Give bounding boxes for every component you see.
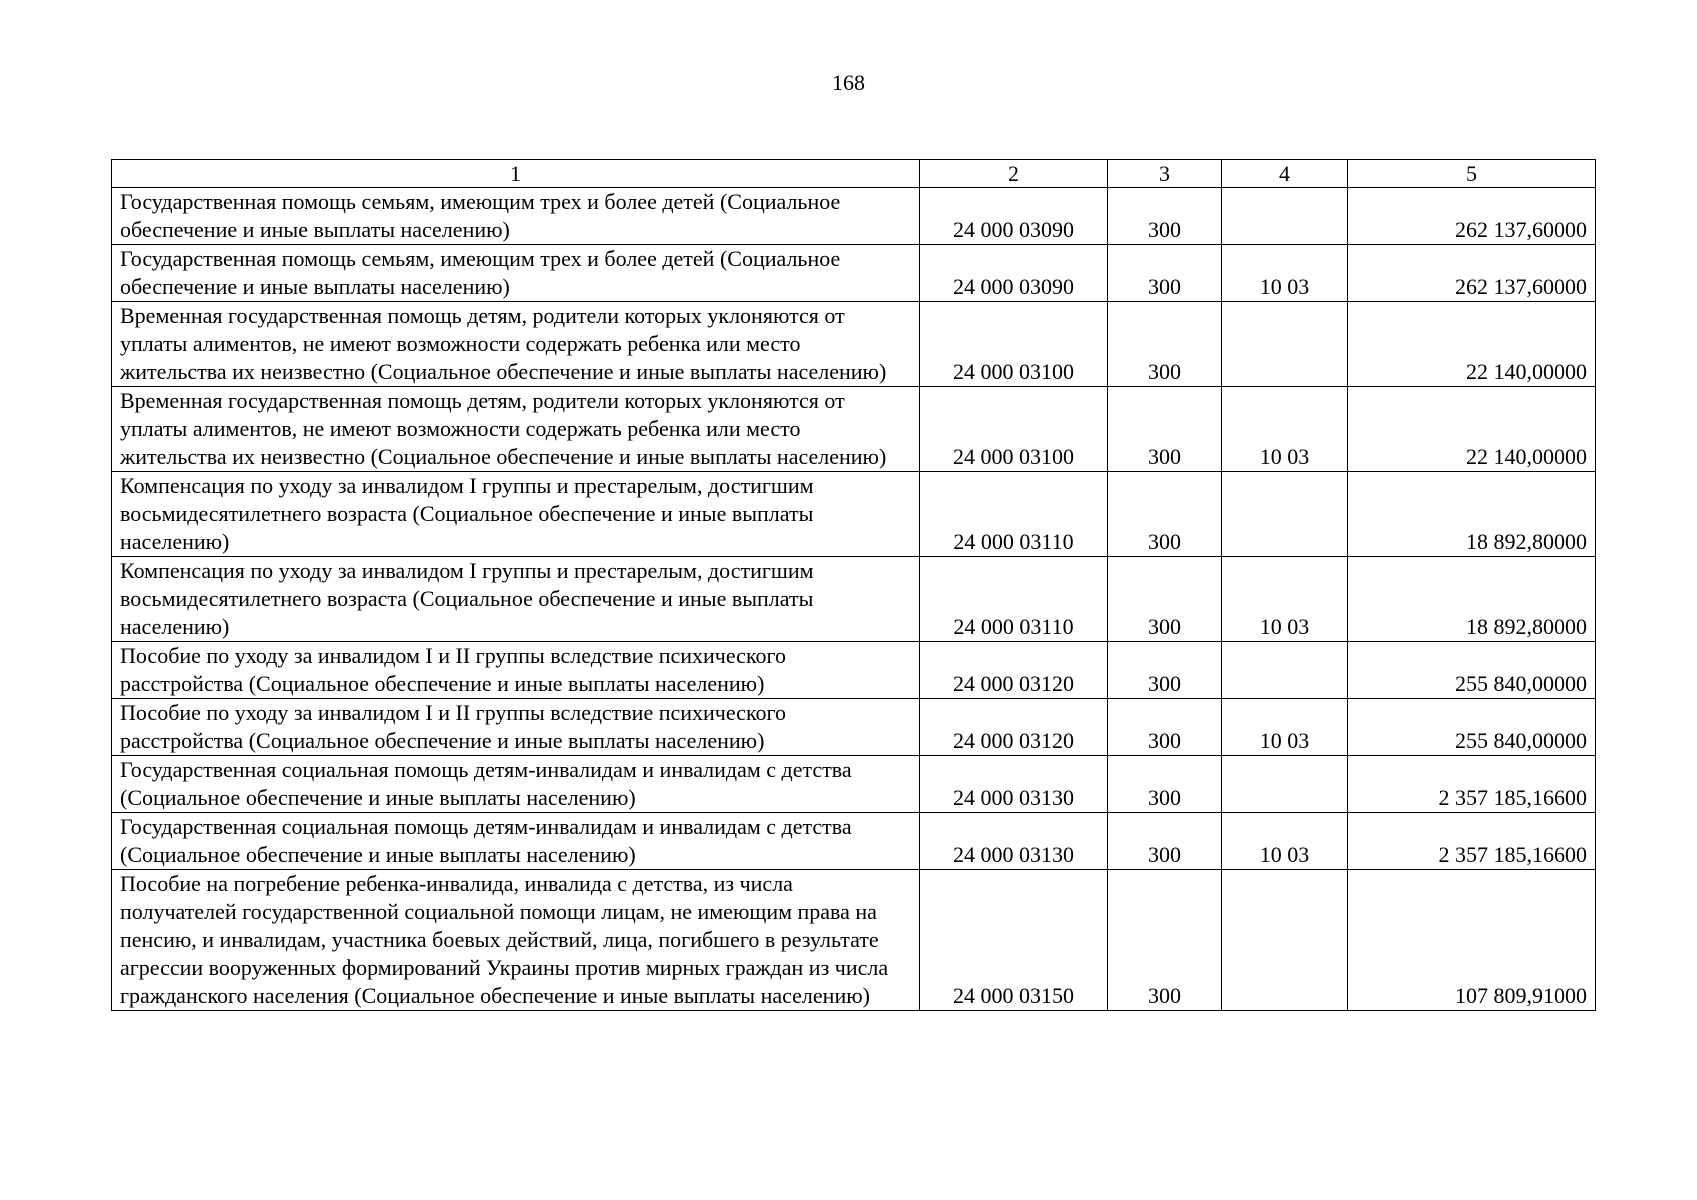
row-name: Пособие по уходу за инвалидом I и II группы вследствие психического расстройства (Социальное обеспечение и иные выплаты населению) — [112, 642, 920, 699]
budget-table — [111, 159, 1596, 1011]
row-name: Компенсация по уходу за инвалидом I группы и престарелым, достигшим восьмидесятилетнего возраста (Социальное обеспечение и иные выплаты населению) — [112, 557, 920, 642]
row-amount: 262 137,60000 — [1348, 188, 1596, 245]
row-section — [1222, 642, 1348, 699]
row-name: Временная государственная помощь детям, родители которых уклоняются от уплаты алиментов, не имеют возможности содержать ребенка или место жительства их неизвестно (Социальное обеспечение и иные выплаты населению) — [112, 302, 920, 387]
table-row — [112, 245, 1596, 302]
row-code: 24 000 03100 — [920, 302, 1108, 387]
table-row — [112, 472, 1596, 557]
row-name: Временная государственная помощь детям, родители которых уклоняются от уплаты алиментов, не имеют возможности содержать ребенка или место жительства их неизвестно (Социальное обеспечение и иные выплаты населению) — [112, 387, 920, 472]
row-name: Государственная социальная помощь детям-инвалидам и инвалидам с детства (Социальное обеспечение и иные выплаты населению) — [112, 756, 920, 813]
row-code: 24 000 03090 — [920, 245, 1108, 302]
row-code: 24 000 03120 — [920, 642, 1108, 699]
row-section — [1222, 302, 1348, 387]
row-code: 24 000 03150 — [920, 870, 1108, 1011]
row-name: Пособие по уходу за инвалидом I и II группы вследствие психического расстройства (Социальное обеспечение и иные выплаты населению) — [112, 699, 920, 756]
row-section — [1222, 756, 1348, 813]
row-type: 300 — [1108, 870, 1222, 1011]
row-code: 24 000 03100 — [920, 387, 1108, 472]
page-number: 168 — [832, 70, 865, 95]
row-type: 300 — [1108, 245, 1222, 302]
header-col-1: 1 — [112, 160, 920, 188]
row-amount: 262 137,60000 — [1348, 245, 1596, 302]
table-row — [112, 302, 1596, 387]
row-name: Пособие на погребение ребенка-инвалида, инвалида с детства, из числа получателей государственной социальной помощи лицам, не имеющим права на пенсию, и инвалидам, участника боевых действий, лица, погибшего в результате агрессии вооруженных формирований Украины против мирных граждан из числа гражданского населения (Социальное обеспечение и иные выплаты населению) — [112, 870, 920, 1011]
row-section: 10 03 — [1222, 699, 1348, 756]
row-amount: 22 140,00000 — [1348, 387, 1596, 472]
row-amount: 22 140,00000 — [1348, 302, 1596, 387]
row-type: 300 — [1108, 302, 1222, 387]
row-type: 300 — [1108, 642, 1222, 699]
row-type: 300 — [1108, 813, 1222, 870]
table-row — [112, 756, 1596, 813]
row-code: 24 000 03110 — [920, 472, 1108, 557]
table-row — [112, 813, 1596, 870]
row-code: 24 000 03110 — [920, 557, 1108, 642]
row-amount: 18 892,80000 — [1348, 472, 1596, 557]
header-col-3: 3 — [1108, 160, 1222, 188]
row-section: 10 03 — [1222, 245, 1348, 302]
row-type: 300 — [1108, 699, 1222, 756]
header-col-4: 4 — [1222, 160, 1348, 188]
header-col-2: 2 — [920, 160, 1108, 188]
row-type: 300 — [1108, 472, 1222, 557]
row-code: 24 000 03090 — [920, 188, 1108, 245]
row-name: Государственная социальная помощь детям-инвалидам и инвалидам с детства (Социальное обеспечение и иные выплаты населению) — [112, 813, 920, 870]
row-amount: 18 892,80000 — [1348, 557, 1596, 642]
row-section — [1222, 472, 1348, 557]
row-section: 10 03 — [1222, 813, 1348, 870]
table-row — [112, 188, 1596, 245]
row-type: 300 — [1108, 557, 1222, 642]
row-section: 10 03 — [1222, 387, 1348, 472]
row-section — [1222, 870, 1348, 1011]
table-row — [112, 387, 1596, 472]
header-col-5: 5 — [1348, 160, 1596, 188]
row-type: 300 — [1108, 756, 1222, 813]
row-amount: 2 357 185,16600 — [1348, 813, 1596, 870]
row-section — [1222, 188, 1348, 245]
table-header-row — [112, 160, 1596, 188]
row-type: 300 — [1108, 188, 1222, 245]
table-row — [112, 642, 1596, 699]
row-amount: 2 357 185,16600 — [1348, 756, 1596, 813]
row-amount: 107 809,91000 — [1348, 870, 1596, 1011]
row-code: 24 000 03130 — [920, 756, 1108, 813]
row-code: 24 000 03130 — [920, 813, 1108, 870]
table-row — [112, 870, 1596, 1011]
row-name: Государственная помощь семьям, имеющим трех и более детей (Социальное обеспечение и иные выплаты населению) — [112, 188, 920, 245]
row-section: 10 03 — [1222, 557, 1348, 642]
table-row — [112, 557, 1596, 642]
row-name: Государственная помощь семьям, имеющим трех и более детей (Социальное обеспечение и иные выплаты населению) — [112, 245, 920, 302]
row-code: 24 000 03120 — [920, 699, 1108, 756]
row-name: Компенсация по уходу за инвалидом I группы и престарелым, достигшим восьмидесятилетнего возраста (Социальное обеспечение и иные выплаты населению) — [112, 472, 920, 557]
row-type: 300 — [1108, 387, 1222, 472]
row-amount: 255 840,00000 — [1348, 699, 1596, 756]
table-row — [112, 699, 1596, 756]
row-amount: 255 840,00000 — [1348, 642, 1596, 699]
